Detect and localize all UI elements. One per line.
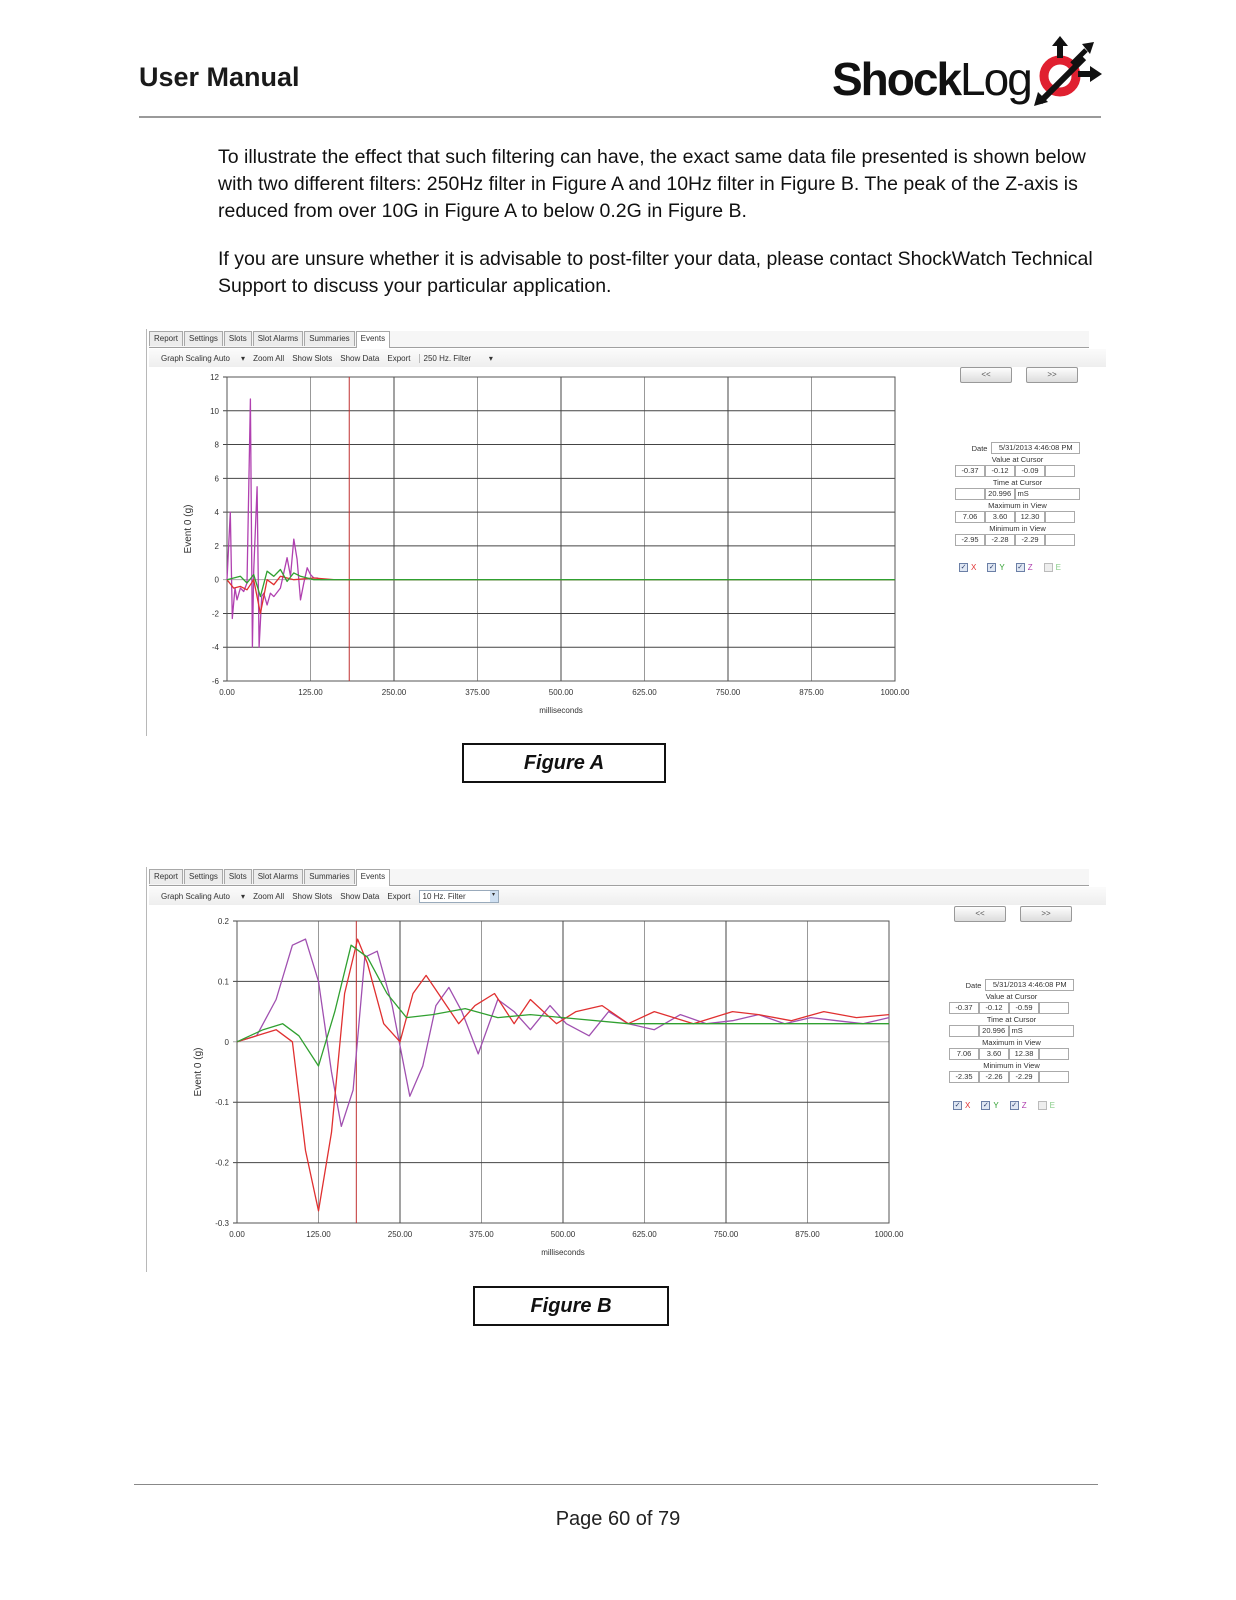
document-title: User Manual — [139, 62, 300, 92]
figure-a-chart — [177, 371, 917, 731]
graph-toolbar — [149, 349, 1106, 367]
figure-b-chart — [177, 909, 917, 1269]
tab-slots[interactable]: Slots — [224, 869, 252, 884]
min-y: -2.26 — [979, 1071, 1009, 1083]
min-x: -2.35 — [949, 1071, 979, 1083]
max-z: 12.30 — [1015, 511, 1045, 523]
zoom-all-button[interactable]: Zoom All — [253, 353, 285, 363]
svg-text:milliseconds: milliseconds — [541, 1248, 585, 1257]
time-unit: mS — [1009, 1025, 1074, 1037]
graph-scaling-dropdown[interactable]: Graph Scaling Auto ▾ — [161, 891, 246, 901]
tab-slots[interactable]: Slots — [224, 331, 252, 346]
max-z: 12.38 — [1009, 1048, 1039, 1060]
svg-text:875.00: 875.00 — [799, 688, 824, 697]
date-label: Date — [971, 443, 988, 453]
max-label: Maximum in View — [982, 1038, 1041, 1047]
tab-report[interactable]: Report — [149, 869, 183, 884]
checkbox-y[interactable]: ✓ Y — [982, 1101, 999, 1110]
value-y: -0.12 — [985, 465, 1015, 477]
tab-events[interactable]: Events — [356, 331, 390, 348]
checkbox-x[interactable]: ✓ X — [960, 563, 977, 572]
tab-settings[interactable]: Settings — [184, 331, 223, 346]
time-at-cursor-label: Time at Cursor — [992, 478, 1043, 487]
tab-slot-alarms[interactable]: Slot Alarms — [253, 331, 303, 346]
tab-summaries[interactable]: Summaries — [304, 869, 354, 884]
axis-checkboxes — [959, 563, 1061, 572]
figure-a-screenshot — [146, 329, 1097, 736]
value-z: -0.59 — [1009, 1002, 1039, 1014]
body-paragraph-1: To illustrate the effect that such filtering can have, the exact same data file presented is shown below with two different filters: 250Hz filter in Figure A and 10Hz filter in Figure B. The peak of the Z-axis is reduced from over 10G in Figure A to below 0.2G in Figure B. — [218, 146, 1086, 222]
show-data-button[interactable]: Show Data — [340, 353, 380, 363]
svg-text:0.2: 0.2 — [217, 917, 229, 926]
next-event-button[interactable]: >> — [1020, 906, 1072, 922]
page-number: Page 60 of 79 — [555, 1508, 681, 1530]
header-divider — [139, 116, 1101, 118]
value-y: -0.12 — [979, 1002, 1009, 1014]
svg-text:-0.1: -0.1 — [215, 1098, 229, 1108]
next-event-button[interactable]: >> — [1026, 367, 1078, 383]
svg-text:125.00: 125.00 — [306, 1230, 331, 1239]
svg-text:750.00: 750.00 — [715, 688, 741, 697]
figure-a-caption: Figure A — [462, 743, 666, 783]
svg-text:750.00: 750.00 — [713, 1230, 739, 1239]
tab-slot-alarms[interactable]: Slot Alarms — [253, 869, 303, 884]
checkbox-e[interactable]: E — [1038, 1101, 1055, 1110]
svg-text:375.00: 375.00 — [469, 1230, 494, 1239]
svg-text:-0.3: -0.3 — [215, 1219, 229, 1228]
filter-dropdown[interactable]: 10 Hz. Filter ▾ — [419, 890, 499, 903]
value-at-cursor-label: Value at Cursor — [985, 992, 1038, 1001]
figure-b-caption: Figure B — [473, 1286, 669, 1326]
svg-text:-2: -2 — [211, 609, 219, 619]
svg-text:875.00: 875.00 — [795, 1230, 820, 1239]
checkbox-e[interactable]: E — [1044, 563, 1061, 572]
max-x: 7.06 — [949, 1048, 979, 1060]
svg-text:6: 6 — [214, 474, 219, 484]
time-value: 20.996 — [985, 488, 1015, 500]
svg-text:2: 2 — [214, 541, 219, 551]
export-button[interactable]: Export — [387, 891, 411, 901]
max-label: Maximum in View — [988, 501, 1047, 510]
min-label: Minimum in View — [983, 1061, 1040, 1070]
min-label: Minimum in View — [989, 524, 1046, 533]
svg-text:milliseconds: milliseconds — [539, 706, 583, 715]
svg-text:Event 0 (g): Event 0 (g) — [183, 504, 194, 554]
export-button[interactable]: Export — [387, 353, 411, 363]
svg-text:8: 8 — [214, 440, 219, 450]
min-x: -2.95 — [955, 534, 985, 546]
svg-text:1000.00: 1000.00 — [874, 1230, 904, 1239]
min-z: -2.29 — [1009, 1071, 1039, 1083]
svg-text:500.00: 500.00 — [548, 688, 574, 697]
value-at-cursor-label: Value at Cursor — [991, 455, 1044, 464]
svg-text:375.00: 375.00 — [465, 688, 490, 697]
tab-events[interactable]: Events — [356, 869, 390, 886]
svg-text:625.00: 625.00 — [632, 1230, 657, 1239]
show-slots-button[interactable]: Show Slots — [292, 353, 333, 363]
min-y: -2.28 — [985, 534, 1015, 546]
filter-dropdown[interactable]: 250 Hz. Filter ▾ — [419, 354, 504, 363]
event-info-panel — [955, 442, 1080, 546]
svg-text:500.00: 500.00 — [550, 1230, 576, 1239]
svg-text:-0.2: -0.2 — [215, 1158, 229, 1168]
dropdown-arrow-icon: ▾ — [490, 891, 498, 902]
checkbox-z[interactable]: ✓ Z — [1017, 563, 1033, 572]
body-paragraph-2: If you are unsure whether it is advisable to post-filter your data, please contact ShockWatch Technical Support to discuss your particular application. — [218, 248, 1093, 297]
figure-b-screenshot — [146, 867, 1097, 1272]
checkbox-x[interactable]: ✓ X — [954, 1101, 971, 1110]
svg-text:0.00: 0.00 — [219, 688, 235, 697]
svg-text:250.00: 250.00 — [387, 1230, 413, 1239]
value-x: -0.37 — [955, 465, 985, 477]
svg-text:12: 12 — [210, 373, 219, 382]
svg-text:625.00: 625.00 — [632, 688, 657, 697]
checkbox-z[interactable]: ✓ Z — [1011, 1101, 1027, 1110]
date-label: Date — [965, 980, 982, 990]
max-y: 3.60 — [979, 1048, 1009, 1060]
event-info-panel — [949, 979, 1074, 1083]
tab-settings[interactable]: Settings — [184, 869, 223, 884]
svg-text:250.00: 250.00 — [381, 688, 407, 697]
zoom-all-button[interactable]: Zoom All — [253, 891, 285, 901]
prev-event-button[interactable]: << — [954, 906, 1006, 922]
tab-summaries[interactable]: Summaries — [304, 331, 354, 346]
date-field: 5/31/2013 4:46:08 PM — [991, 442, 1080, 454]
time-unit: mS — [1015, 488, 1080, 500]
max-x: 7.06 — [955, 511, 985, 523]
time-value: 20.996 — [979, 1025, 1009, 1037]
axis-checkboxes — [953, 1101, 1055, 1110]
svg-text:0.00: 0.00 — [229, 1230, 245, 1239]
prev-event-button[interactable]: << — [960, 367, 1012, 383]
show-data-button[interactable]: Show Data — [340, 891, 380, 901]
value-z: -0.09 — [1015, 465, 1045, 477]
checkbox-y[interactable]: ✓ Y — [988, 563, 1005, 572]
time-at-cursor-label: Time at Cursor — [986, 1015, 1037, 1024]
svg-text:-6: -6 — [211, 677, 219, 686]
svg-text:0: 0 — [224, 1037, 229, 1047]
svg-text:1000.00: 1000.00 — [880, 688, 910, 697]
date-field: 5/31/2013 4:46:08 PM — [985, 979, 1074, 991]
svg-text:0.1: 0.1 — [217, 977, 229, 987]
show-slots-button[interactable]: Show Slots — [292, 891, 333, 901]
svg-text:Event 0 (g): Event 0 (g) — [193, 1047, 204, 1097]
value-x: -0.37 — [949, 1002, 979, 1014]
graph-toolbar — [149, 887, 1106, 905]
svg-text:0: 0 — [214, 575, 219, 585]
min-z: -2.29 — [1015, 534, 1045, 546]
svg-text:4: 4 — [214, 508, 219, 518]
graph-scaling-dropdown[interactable]: Graph Scaling Auto ▾ — [161, 353, 246, 363]
tab-bar — [149, 331, 1089, 348]
svg-text:125.00: 125.00 — [298, 688, 323, 697]
tab-bar — [149, 869, 1089, 886]
footer-divider — [134, 1484, 1098, 1485]
max-y: 3.60 — [985, 511, 1015, 523]
logo-text: ShockLog — [832, 53, 1031, 105]
shocklog-logo — [832, 34, 1102, 106]
svg-text:-4: -4 — [211, 643, 219, 653]
tab-report[interactable]: Report — [149, 331, 183, 346]
logo-arrows-icon — [1032, 34, 1104, 106]
svg-text:10: 10 — [210, 406, 219, 416]
